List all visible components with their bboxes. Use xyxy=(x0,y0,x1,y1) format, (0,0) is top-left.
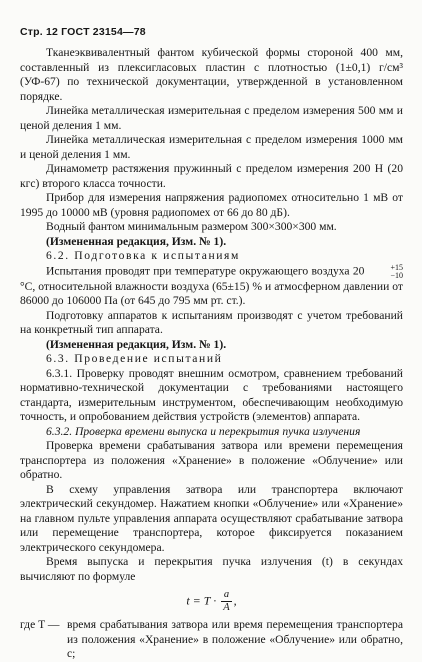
formula-left: t = T · xyxy=(186,593,220,608)
paragraph-conditions xyxy=(20,264,403,309)
tolerance-minus: −10 xyxy=(390,270,403,280)
paragraph-shutter-check: Проверка времени срабатывания затвора или времени перемещения транспортера из положения «Хранение» в положение «Облучение» или обратно. xyxy=(20,439,403,481)
paragraph-stopwatch: В схему управления затвора или транспортера включают электрический секундомер. Нажатием кнопки «Облучение» или «Хранение» на главном пульте управления аппарата осуществляют срабатывание затвора или перемещение транспортера, которое фиксируется показанием электрического секундомера. xyxy=(20,482,403,554)
section-heading-6-2: 6.2. Подготовка к испытаниям xyxy=(46,249,240,262)
formula-tail: , xyxy=(233,593,237,608)
tolerance-plus: +15 xyxy=(390,262,403,272)
conditions-text-start: Испытания проводят при температуре окружающего воздуха 20 xyxy=(46,264,365,278)
temperature-tolerance xyxy=(364,264,403,280)
paragraph-phantom: Тканеэквивалентный фантом кубической формы стороной 400 мм, составленный из плексигласовых пластин с плотностью (1±0,1) г/см³ (УФ-67) по технической документации, утвержденной в установленном порядке. xyxy=(20,46,403,103)
paragraph-6-3-2-title: 6.3.2. Проверка времени выпуска и перекрытия пучка излучения xyxy=(46,424,361,438)
edit-note-1: (Измененная редакция, Изм. № 1). xyxy=(46,234,227,248)
where-text: время срабатывания затвора или время перемещения транспортера из положения «Хранение» в положение «Облучение» или обратно, с; xyxy=(67,618,403,660)
page-header: Стр. 12 ГОСТ 23154—78 xyxy=(20,26,146,38)
paragraph-dynamometer: Динамометр растяжения пружинный с пределом измерения 200 Н (20 кгс) второго класса точности. xyxy=(20,162,403,190)
edit-note-2: (Измененная редакция, Изм. № 1). xyxy=(46,337,227,351)
where-clause xyxy=(20,618,403,662)
paragraph-ruler-1000: Линейка металлическая измерительная с пределом измерения 1000 мм и ценой деления 1 мм. xyxy=(20,133,403,161)
conditions-text-end: °С, относительной влажности воздуха (65±15) % и атмосферном давлении от 86000 до 106000 Па (от 645 до 795 мм рт. ст.). xyxy=(20,279,403,307)
paragraph-formula-intro: Время выпуска и перекрытия пучка излучения (t) в секундах вычисляют по формуле xyxy=(20,555,403,583)
formula xyxy=(20,589,403,614)
document-body xyxy=(20,46,403,662)
paragraph-interference-meter: Прибор для измерения напряжения радиопомех относительно 1 мВ от 1995 до 10000 мВ (уровня радиопомех от 66 до 80 дБ). xyxy=(20,191,403,219)
where-label: где T — xyxy=(20,618,60,631)
paragraph-preparation: Подготовку аппаратов к испытаниям производят с учетом требований на конкретный тип аппарата. xyxy=(20,308,403,336)
section-heading-6-3: 6.3. Проведение испытаний xyxy=(46,352,223,365)
formula-numerator: a xyxy=(221,589,231,602)
formula-denominator: A xyxy=(223,602,230,613)
formula-fraction xyxy=(221,589,231,614)
paragraph-6-3-1: 6.3.1. Проверку проводят внешним осмотром, сравнением требований нормативно-технической документации с требованиями настоящего стандарта, измерительным инструментом, обеспечивающим необходимую точность, и опробованием действия устройств (элементов) аппарата. xyxy=(20,366,403,423)
paragraph-ruler-500: Линейка металлическая измерительная с пределом измерения 500 мм и ценой деления 1 мм. xyxy=(20,104,403,132)
paragraph-water-phantom: Водный фантом минимальным размером 300×300×300 мм. xyxy=(46,220,337,233)
